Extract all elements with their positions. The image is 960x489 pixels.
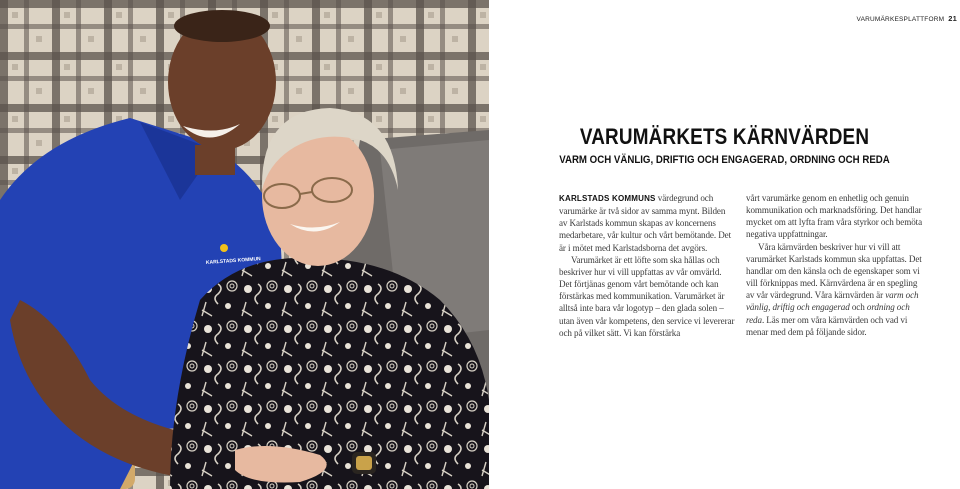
text-column-2 (746, 192, 922, 338)
core-values-joiner: och (849, 302, 867, 313)
core-values-em-1: varm och vänlig, driftig och engagerad (746, 290, 919, 313)
paragraph-continued: vårt varumärke genom en enhetlig och genuin kommunikation och marknadsföring. Det handlar mycket om att lyfta fram våra styrkor och bemöta negativa uppfattningar. (746, 193, 923, 240)
core-values-text: Våra kärnvärden beskriver hur vi vill att varumärket Karlstads kommun ska uppfattas. Det handlar om den känsla och de egenskaper som vi vill förknippas med. Kärnvärdena är en spegling av vår värdegrund. Våra kärnvärden är (746, 241, 922, 301)
paragraph-promise: Varumärket är ett löfte som ska hållas och beskriver hur vi vill uppfattas av vår omvärld. Det förtjänas genom vårt bemötande och kan förstärkas med kommunikation. Varumärket är alltså inte bara vår logotyp – den glada solen – utan även vår kompetens, den service vi levererar och på vilket sätt. Vi kan förstärka (559, 254, 735, 338)
page-number: 21 (948, 14, 957, 23)
shirt-logo-text: KARLSTADS KOMMUN (205, 256, 261, 266)
text-column-1 (559, 192, 735, 339)
running-head (489, 14, 960, 23)
running-head-label: VARUMÄRKESPLATTFORM (856, 16, 945, 23)
paragraph-intro (559, 192, 735, 254)
core-values-end: . Läs mer om våra kärnvärden och vad vi menar med dem på följande sidor. (746, 314, 908, 337)
page-title: VARUMÄRKETS KÄRNVÄRDEN (579, 124, 870, 149)
page-subtitle: VARM OCH VÄNLIG, DRIFTIG OCH ENGAGERAD, ORDNING OCH REDA (559, 154, 890, 166)
core-values-em-2: ordning och reda (746, 302, 910, 325)
paragraph-intro-text: värdegrund och varumärke är två sidor av samma mynt. Bilden av Karlstads kommun skapas av koncernens medarbetare, vår kultur och vårt bemötande. Det är i mötet med Karlstadsborna det avgörs. (559, 193, 732, 253)
paragraph-core-values (746, 241, 922, 338)
lead-in: KARLSTADS KOMMUNS (559, 194, 656, 203)
sun-logo-icon (220, 244, 228, 252)
